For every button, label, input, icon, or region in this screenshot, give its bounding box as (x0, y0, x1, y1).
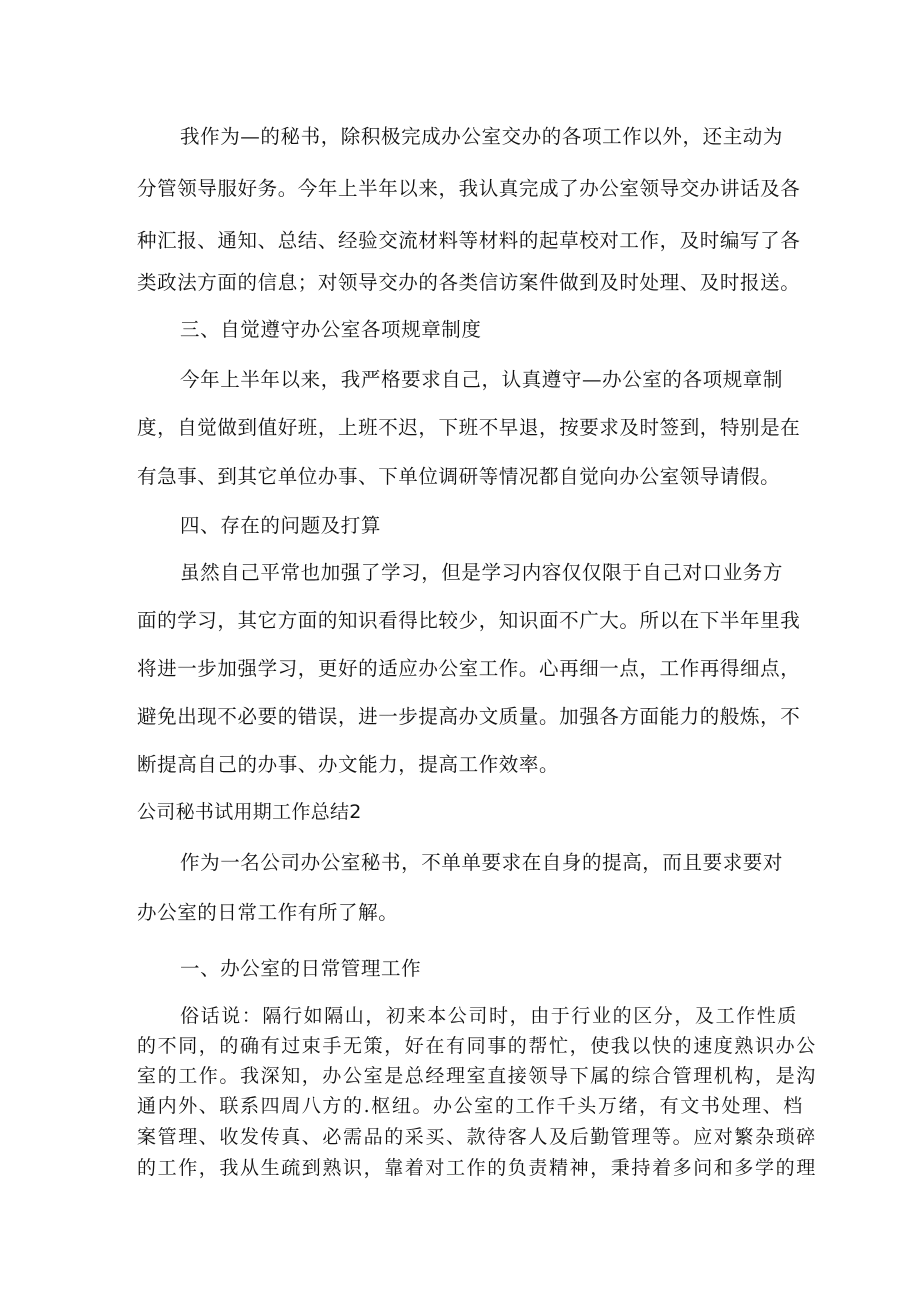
paragraph-line: 有急事、到其它单位办事、下单位调研等情况都自觉向办公室领导请假。 (137, 465, 781, 488)
paragraph-line: 种汇报、通知、总结、经验交流材料等材料的起草校对工作，及时编写了各 (137, 229, 801, 252)
paragraph-line: 今年上半年以来，我严格要求自己，认真遵守—办公室的各项规章制 (180, 368, 784, 391)
paragraph-line: 面的学习，其它方面的知识看得比较少，知识面不广大。所以在下半年里我 (137, 609, 801, 632)
paragraph-line: 的不同，的确有过束手无策，好在有同事的帮忙，使我以快的速度熟识办公 (137, 1035, 817, 1057)
paragraph-line: 作为一名公司办公室秘书，不单单要求在自身的提高，而且要求要对 (180, 851, 784, 874)
paragraph-line: 度，自觉做到值好班，上班不迟，下班不早退，按要求及时签到，特别是在 (137, 416, 801, 439)
paragraph-line: 分管领导服好务。今年上半年以来，我认真完成了办公室领导交办讲话及各 (137, 177, 801, 200)
paragraph-line: 类政法方面的信息；对领导交办的各类信访案件做到及时处理、及时报送。 (137, 271, 801, 294)
section-heading: 三、自觉遵守办公室各项规章制度 (180, 318, 482, 341)
paragraph-line: 案管理、收发传真、必需品的采买、款待客人及后勤管理等。应对繁杂琐碎 (137, 1126, 817, 1148)
paragraph-line: 的工作，我从生疏到熟识，靠着对工作的负责精神，秉持着多问和多学的理 (137, 1157, 817, 1179)
paragraph-line: 俗话说：隔行如隔山，初来本公司时，由于行业的区分，及工作性质 (180, 1005, 799, 1027)
document-title: 公司秘书试用期工作总结2 (137, 801, 362, 823)
paragraph-line: 将进一步加强学习，更好的适应办公室工作。心再细一点，工作再得细点， (137, 657, 801, 680)
section-heading: 四、存在的问题及打算 (180, 514, 382, 537)
paragraph-line: 避免出现不必要的错误，进一步提高办文质量。加强各方面能力的般炼，不 (137, 705, 801, 728)
section-heading: 一、办公室的日常管理工作 (180, 957, 422, 980)
paragraph-line: 我作为—的秘书，除积极完成办公室交办的各项工作以外，还主动为 (180, 125, 784, 148)
paragraph-line: 办公室的日常工作有所了解。 (137, 901, 399, 924)
paragraph-line: 室的工作。我深知，办公室是总经理室直接领导下属的综合管理机构，是沟 (137, 1065, 817, 1087)
paragraph-line: 通内外、联系四周八方的.枢纽。办公室的工作千头万绪，有文书处理、档 (137, 1095, 804, 1117)
paragraph-line: 断提高自己的办事、办文能力，提高工作效率。 (137, 753, 560, 776)
paragraph-line: 虽然自己平常也加强了学习，但是学习内容仅仅限于自己对口业务方 (180, 561, 784, 584)
